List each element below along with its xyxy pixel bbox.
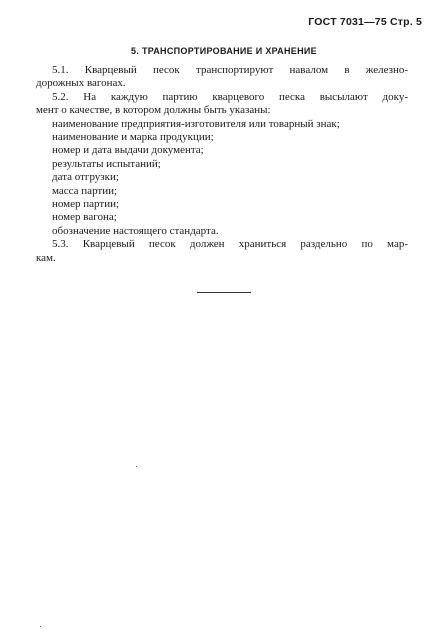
paragraph-5-1-line-2: дорожных вагонах. bbox=[36, 77, 126, 90]
paragraph-5-2-line-2: мент о качестве, в котором должны быть указаны: bbox=[36, 104, 271, 117]
page-header: ГОСТ 7031—75 Стр. 5 bbox=[308, 16, 422, 28]
list-item: номер вагона; bbox=[52, 211, 117, 224]
scan-speck bbox=[136, 466, 137, 467]
list-item: наименование предприятия-изготовителя или товарный знак; bbox=[52, 117, 340, 130]
section-body bbox=[36, 64, 408, 265]
list-item: результаты испытаний; bbox=[52, 157, 161, 170]
section-title: 5. ТРАНСПОРТИРОВАНИЕ И ХРАНЕНИЕ bbox=[131, 46, 317, 56]
paragraph-5-3-line-2: кам. bbox=[36, 251, 56, 264]
paragraph-5-2-line-1: 5.2. На каждую партию кварцевого песка высылают доку- bbox=[52, 90, 408, 103]
list-item: обозначение настоящего стандарта. bbox=[52, 224, 219, 237]
end-rule bbox=[197, 292, 251, 293]
paragraph-5-1-line-1: 5.1. Кварцевый песок транспортируют навалом в железно- bbox=[52, 64, 408, 76]
list-item: номер партии; bbox=[52, 198, 120, 211]
list-item: масса партии; bbox=[52, 184, 118, 197]
paragraph-5-3-line-1: 5.3. Кварцевый песок должен храниться раздельно по мар- bbox=[52, 238, 408, 251]
list-item: дата отгрузки; bbox=[52, 171, 119, 184]
list-item: номер и дата выдачи документа; bbox=[52, 144, 204, 157]
scan-speck bbox=[40, 626, 41, 627]
list-item: наименование и марка продукции; bbox=[52, 131, 214, 144]
